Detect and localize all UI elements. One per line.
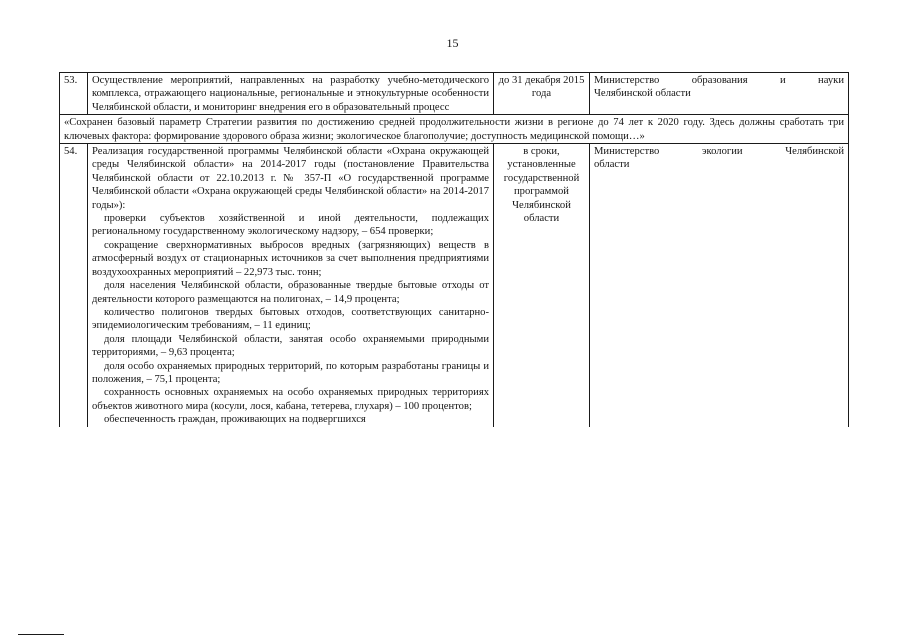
indicator-item: доля площади Челябинской области, занятая особо охраняемыми природными территориями, – 9,63 процента; bbox=[92, 333, 489, 359]
deadline-cell: до 31 декабря 2015 года bbox=[494, 73, 590, 115]
executor-line: Министерство экологии Челябинской bbox=[594, 146, 844, 158]
indicator-item: сокращение сверхнормативных выбросов вредных (загрязняющих) веществ в атмосферный воздух от стационарных источников за счет выполнения предприятиями воздухоохранных мероприятий – 22,973 тыс. тонн; bbox=[92, 239, 489, 278]
page-number: 15 bbox=[446, 36, 459, 50]
event-description bbox=[88, 144, 494, 427]
strategy-quote: «Сохранен базовый параметр Стратегии развития по достижению средней продолжительности жизни в регионе до 74 лет к 2020 году. Здесь должны сработать три ключевых фактора: формирование здорового образа жизни; экологическое благополучие; доступность медицинской помощи…» bbox=[60, 115, 849, 144]
row-number: 53. bbox=[60, 73, 88, 115]
executor-line: области bbox=[594, 159, 630, 171]
event-description: Осуществление мероприятий, направленных на разработку учебно-методического комплекса, отражающего национальные, региональные и этнокультурные особенности Челябинской области, и мониторинг внедрения его в образовательный процесс bbox=[88, 73, 494, 115]
executor-cell bbox=[590, 73, 849, 115]
indicator-item: обеспеченность граждан, проживающих на подвергшихся bbox=[104, 414, 366, 426]
executor-line: Министерство образования и науки bbox=[594, 75, 844, 86]
row-number: 54. bbox=[60, 144, 88, 427]
table-row-54 bbox=[60, 144, 849, 427]
executor-cell bbox=[590, 144, 849, 427]
program-lead: Реализация государственной программы Челябинской области «Охрана окружающей среды Челябинской области» на 2014-2017 годы (постановление Правительства Челябинской области от 22.10.2013 г. № 357-П «О государственной программе Челябинской области «Охрана окружающей среды Челябинской области» на 2014-2017 годы»): bbox=[92, 146, 489, 211]
indicator-item: сохранность основных охраняемых на особо охраняемых природных территориях объектов животного мира (косули, лося, кабана, тетерева, глухаря) – 100 процентов; bbox=[92, 387, 489, 412]
indicator-item: доля населения Челябинской области, образованные твердые бытовые отходы от деятельности которого размещаются на полигонах, – 14,9 процента; bbox=[92, 280, 489, 305]
indicator-item: доля особо охраняемых природных территорий, по которым разработаны границы и положения, – 75,1 процента; bbox=[92, 360, 489, 385]
deadline-cell: в сроки, установленные государственной программой Челябинской области bbox=[494, 144, 590, 427]
table-row-quote bbox=[60, 115, 849, 144]
footnote-separator bbox=[18, 634, 64, 635]
table-row-53 bbox=[60, 73, 849, 115]
indicator-item: проверки субъектов хозяйственной и иной деятельности, подлежащих региональному государственному экологическому надзору, – 654 проверки; bbox=[92, 213, 489, 238]
indicator-item: количество полигонов твердых бытовых отходов, соответствующих санитарно-эпидемиологическим требованиям, – 11 единиц; bbox=[92, 306, 489, 332]
measures-table bbox=[59, 72, 849, 427]
executor-line: Челябинской области bbox=[594, 88, 691, 100]
